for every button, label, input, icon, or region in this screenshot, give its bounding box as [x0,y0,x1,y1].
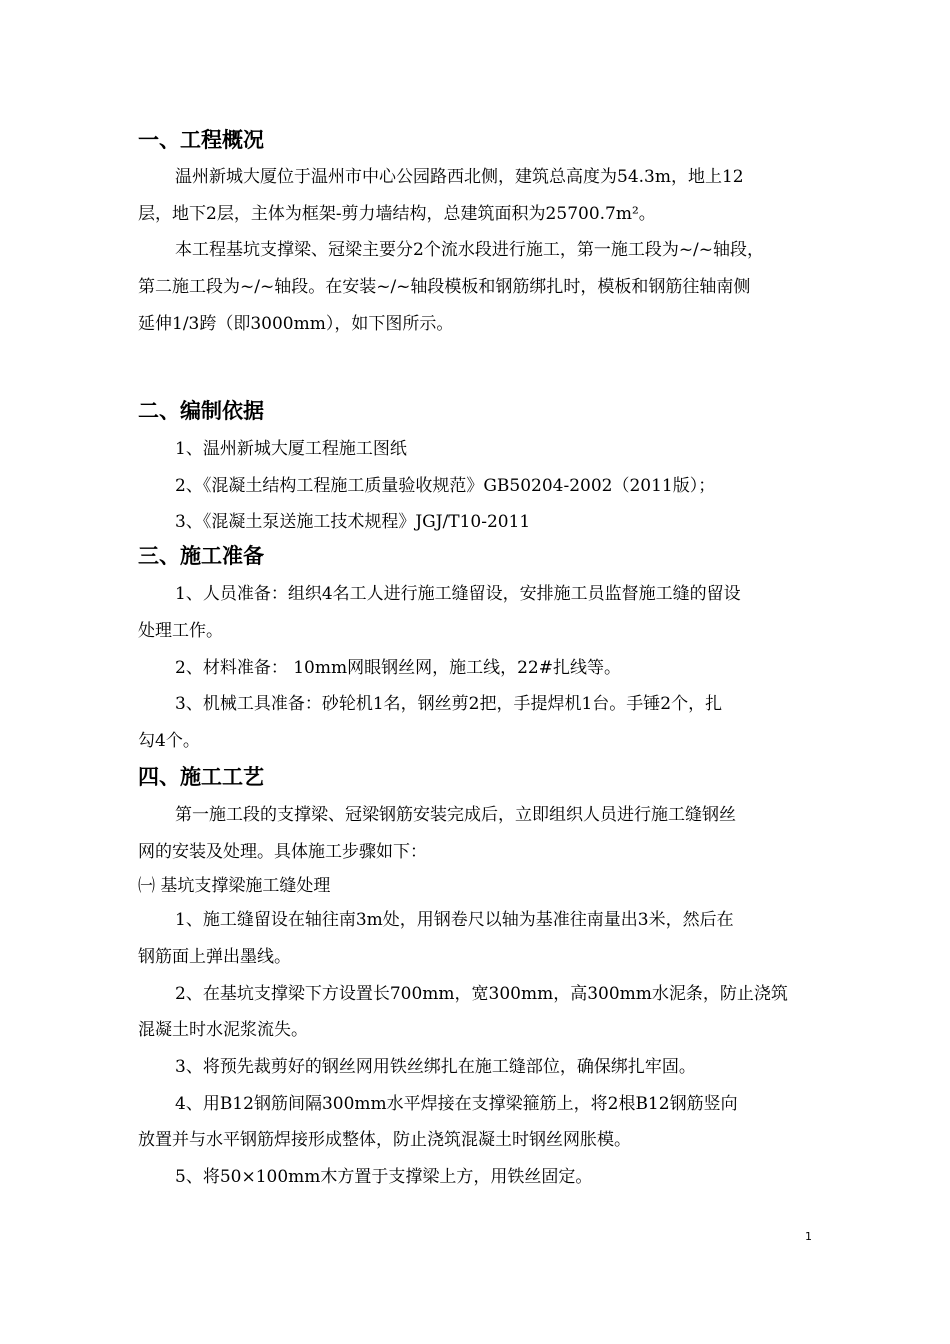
paragraph-line: 层，地下2层，主体为框架-剪力墙结构，总建筑面积为25700.7m²。 [138,204,656,224]
paragraph-line: 温州新城大厦位于温州市中心公园路西北侧，建筑总高度为54.3m，地上12 [175,167,744,187]
paragraph-line: 处理工作。 [138,621,223,641]
list-item: 3、《混凝土泵送施工技术规程》JGJ/T10-2011 [175,512,531,532]
paragraph-line: 钢筋面上弹出墨线。 [138,947,291,967]
section-heading-preparation: 三、施工准备 [138,544,264,568]
list-item: 2、《混凝土结构工程施工质量验收规范》GB50204-2002（2011版）； [175,476,716,496]
section-heading-overview: 一、工程概况 [138,128,264,152]
list-item: 4、用B12钢筋间隔300mm水平焊接在支撑梁箍筋上，将2根B12钢筋竖向 [175,1094,738,1114]
paragraph-line: 放置并与水平钢筋焊接形成整体，防止浇筑混凝土时钢丝网胀模。 [138,1130,631,1150]
paragraph-line: 勾4个。 [138,731,200,751]
paragraph-line: 第一施工段的支撑梁、冠梁钢筋安装完成后，立即组织人员进行施工缝钢丝 [175,805,736,825]
page-number: 1 [805,1230,812,1243]
list-item: 3、机械工具准备：砂轮机1名，钢丝剪2把，手提焊机1台。手锤2个，扎 [175,694,723,714]
list-item: 2、在基坑支撑梁下方设置长700mm，宽300mm，高300mm水泥条，防止浇筑 [175,984,788,1004]
list-item: 5、将50×100mm木方置于支撑梁上方，用铁丝固定。 [175,1167,593,1187]
list-item: 1、人员准备：组织4名工人进行施工缝留设，安排施工员监督施工缝的留设 [175,584,741,604]
section-heading-basis: 二、编制依据 [138,399,264,423]
paragraph-line: 延伸1/3跨（即3000mm），如下图所示。 [138,314,454,334]
paragraph-line: 混凝土时水泥浆流失。 [138,1020,308,1040]
paragraph-line: 网的安装及处理。具体施工步骤如下： [138,842,427,862]
list-item: 1、施工缝留设在轴往南3m处，用钢卷尺以轴为基准往南量出3米，然后在 [175,910,734,930]
paragraph-line: 本工程基坑支撑梁、冠梁主要分2个流水段进行施工，第一施工段为~/~轴段， [175,240,765,260]
list-item: 3、将预先裁剪好的钢丝网用铁丝绑扎在施工缝部位，确保绑扎牢固。 [175,1057,696,1077]
section-heading-process: 四、施工工艺 [138,765,264,789]
list-item: 2、材料准备： 10mm网眼钢丝网，施工线，22#扎线等。 [175,658,621,678]
paragraph-line: 第二施工段为~/~轴段。在安装~/~轴段模板和钢筋绑扎时，模板和钢筋往轴南侧 [138,277,751,297]
subsection-heading: ㈠ 基坑支撑梁施工缝处理 [138,876,331,896]
list-item: 1、温州新城大厦工程施工图纸 [175,439,407,459]
